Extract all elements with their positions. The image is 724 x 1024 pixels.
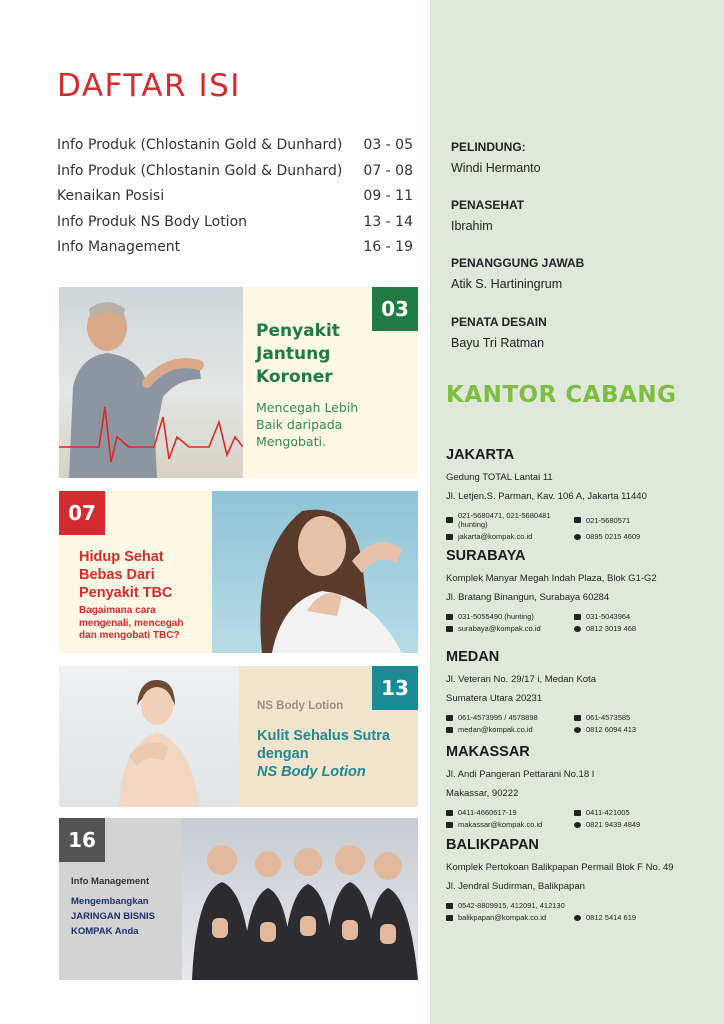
fax-icon [574, 715, 581, 721]
phone-icon [446, 517, 453, 523]
branch-address-line: Jl. Bratang Binangun, Surabaya 60284 [446, 592, 610, 603]
email-address: surabaya@kompak.co.id [458, 624, 541, 633]
table-of-contents [57, 137, 413, 265]
toc-pages: 03 - 05 [363, 137, 413, 153]
mail-icon [446, 727, 453, 733]
whatsapp-icon [574, 534, 581, 540]
woman-coughing-photo [212, 491, 418, 653]
whatsapp-icon [574, 915, 581, 921]
toc-row[interactable] [57, 214, 413, 240]
card-title: Hidup Sehat Bebas Dari Penyakit TBC [79, 549, 173, 601]
article-card-tbc[interactable] [59, 491, 418, 653]
fax-contact [574, 612, 704, 621]
toc-row[interactable] [57, 239, 413, 265]
branch-address-line: Gedung TOTAL Lantai 11 [446, 472, 553, 483]
toc-row[interactable] [57, 137, 413, 163]
whatsapp-icon [574, 822, 581, 828]
branch-name: MAKASSAR [446, 744, 530, 760]
phone-contact [446, 612, 574, 621]
fax-icon [574, 810, 581, 816]
branch-address-line: Komplek Manyar Megah Indah Plaza, Blok G1-G2 [446, 573, 657, 584]
branch-address-line: Jl. Letjen.S. Parman, Kav. 106 A, Jakarta 11440 [446, 491, 647, 502]
email-contact[interactable] [446, 913, 574, 922]
page-number-badge: 16 [59, 818, 105, 862]
fax-number: 0411-421005 [586, 808, 630, 817]
phone-number: 0542-8809915, 412091, 412130 [458, 901, 565, 910]
staff-penasehat [451, 198, 524, 233]
whatsapp-contact [574, 820, 704, 829]
page-title: DAFTAR ISI [57, 68, 241, 104]
page-number-badge: 13 [372, 666, 418, 710]
mail-icon [446, 534, 453, 540]
branch-name: MEDAN [446, 649, 500, 665]
card-title-emphasis: NS Body Lotion [257, 764, 366, 780]
card-title: Penyakit Jantung Koroner [256, 321, 340, 387]
branch-jakarta [446, 447, 716, 541]
branch-contacts [446, 713, 716, 734]
whatsapp-icon [574, 626, 581, 632]
branch-address-line: Makassar, 90222 [446, 788, 519, 799]
staff-penata-desain [451, 315, 547, 350]
toc-label: Info Produk NS Body Lotion [57, 213, 248, 230]
toc-label: Kenaikan Posisi [57, 188, 165, 204]
email-contact[interactable] [446, 820, 574, 829]
branch-address-line: Komplek Pertokoan Balikpapan Permail Blok F No. 49 [446, 862, 674, 873]
article-card-lotion[interactable] [59, 666, 418, 807]
branch-name: SURABAYA [446, 548, 526, 564]
branch-address-line: Sumatera Utara 20231 [446, 693, 543, 704]
phone-icon [446, 810, 453, 816]
card-kicker: Info Management [71, 876, 150, 887]
kantor-cabang-heading: KANTOR CABANG [446, 382, 677, 408]
toc-pages: 07 - 08 [363, 162, 413, 179]
staff-penanggung-jawab [451, 256, 584, 291]
phone-contact [446, 511, 574, 529]
whatsapp-icon [574, 727, 581, 733]
page-number-badge: 03 [372, 287, 418, 331]
staff-role: PENATA DESAIN [451, 315, 547, 329]
whatsapp-number: 0812 5414 619 [586, 913, 637, 922]
whatsapp-contact [574, 532, 704, 541]
fax-number: 031-5043964 [586, 612, 631, 621]
staff-role: PELINDUNG: [451, 140, 526, 154]
card-subtitle: Bagaimana cara mengenali, mencegah dan mengobati TBC? [79, 605, 184, 641]
fax-icon [574, 614, 581, 620]
whatsapp-number: 0812 3019 468 [586, 624, 637, 633]
branch-address-line: Jl. Andi Pangeran Pettarani No.18 I [446, 769, 595, 780]
staff-name: Ibrahim [451, 219, 493, 233]
fax-number: 061-4573585 [586, 713, 631, 722]
staff-name: Atik S. Hartiningrum [451, 277, 563, 291]
staff-role: PENASEHAT [451, 198, 525, 212]
branch-contacts [446, 901, 716, 922]
whatsapp-number: 0812 6094 413 [586, 725, 637, 734]
toc-label: Info Management [57, 239, 181, 255]
mail-icon [446, 822, 453, 828]
phone-number: 061-4573995 / 4578898 [458, 713, 538, 722]
fax-contact [574, 808, 704, 817]
email-address: makassar@kompak.co.id [458, 820, 543, 829]
fax-contact [574, 713, 704, 722]
phone-icon [446, 903, 453, 909]
phone-contact [446, 901, 704, 910]
whatsapp-contact [574, 913, 704, 922]
card-kicker: NS Body Lotion [257, 700, 344, 712]
phone-contact [446, 713, 574, 722]
man-stretching-photo [59, 287, 243, 478]
branch-medan [446, 649, 716, 734]
branch-surabaya [446, 548, 716, 633]
toc-pages: 09 - 11 [363, 188, 413, 204]
branch-name: JAKARTA [446, 447, 515, 463]
email-address: jakarta@kompak.co.id [458, 532, 533, 541]
email-contact[interactable] [446, 624, 574, 633]
staff-name: Windi Hermanto [451, 161, 541, 175]
toc-row[interactable] [57, 188, 413, 214]
whatsapp-number: 0821 9439 4849 [586, 820, 641, 829]
branch-contacts [446, 808, 716, 829]
toc-row[interactable] [57, 163, 413, 189]
branch-address-line: Jl. Jendral Sudirman, Balikpapan [446, 881, 585, 892]
phone-icon [446, 715, 453, 721]
toc-pages: 16 - 19 [363, 239, 413, 255]
toc-label: Info Produk (Chlostanin Gold & Dunhard) [57, 162, 343, 179]
email-contact[interactable] [446, 532, 574, 541]
phone-number: 0411-4660617-19 [458, 808, 517, 817]
whatsapp-number: 0895 0215 4609 [586, 532, 641, 541]
article-card-heart[interactable] [59, 287, 418, 478]
staff-pelindung [451, 140, 541, 175]
phone-contact [446, 808, 574, 817]
phone-number: 021-5680471, 021-5680481 (hunting) [458, 511, 551, 529]
article-card-management[interactable] [59, 818, 418, 980]
phone-number: 031-5055490 (hunting) [458, 612, 534, 621]
woman-lotion-photo [59, 666, 239, 807]
mail-icon [446, 626, 453, 632]
card-title [257, 727, 407, 781]
phone-icon [446, 614, 453, 620]
mail-icon [446, 915, 453, 921]
fax-contact [574, 511, 704, 529]
branch-address-line: Jl. Veteran No. 29/17 i, Medan Kota [446, 674, 596, 685]
branch-name: BALIKPAPAN [446, 837, 539, 853]
email-contact[interactable] [446, 725, 574, 734]
business-team-photo [182, 818, 418, 980]
email-address: balikpapan@kompak.co.id [458, 913, 547, 922]
page-number-badge: 07 [59, 491, 105, 535]
whatsapp-contact [574, 624, 704, 633]
email-address: medan@kompak.co.id [458, 725, 533, 734]
fax-icon [574, 517, 581, 523]
card-subtitle: Mencegah Lebih Baik daripada Mengobati. [256, 400, 359, 449]
fax-number: 021-5680571 [586, 515, 631, 525]
branch-contacts [446, 612, 716, 633]
card-title: Mengembangkan JARINGAN BISNIS KOMPAK Anda [71, 896, 155, 937]
branch-makassar [446, 744, 716, 829]
branch-balikpapan [446, 837, 716, 922]
staff-name: Bayu Tri Ratman [451, 336, 545, 350]
whatsapp-contact [574, 725, 704, 734]
card-title-text: Kulit Sehalus Sutra dengan [257, 728, 390, 762]
toc-pages: 13 - 14 [363, 213, 413, 230]
branch-contacts [446, 511, 716, 541]
staff-role: PENANGGUNG JAWAB [451, 256, 585, 270]
toc-label: Info Produk (Chlostanin Gold & Dunhard) [57, 137, 343, 153]
